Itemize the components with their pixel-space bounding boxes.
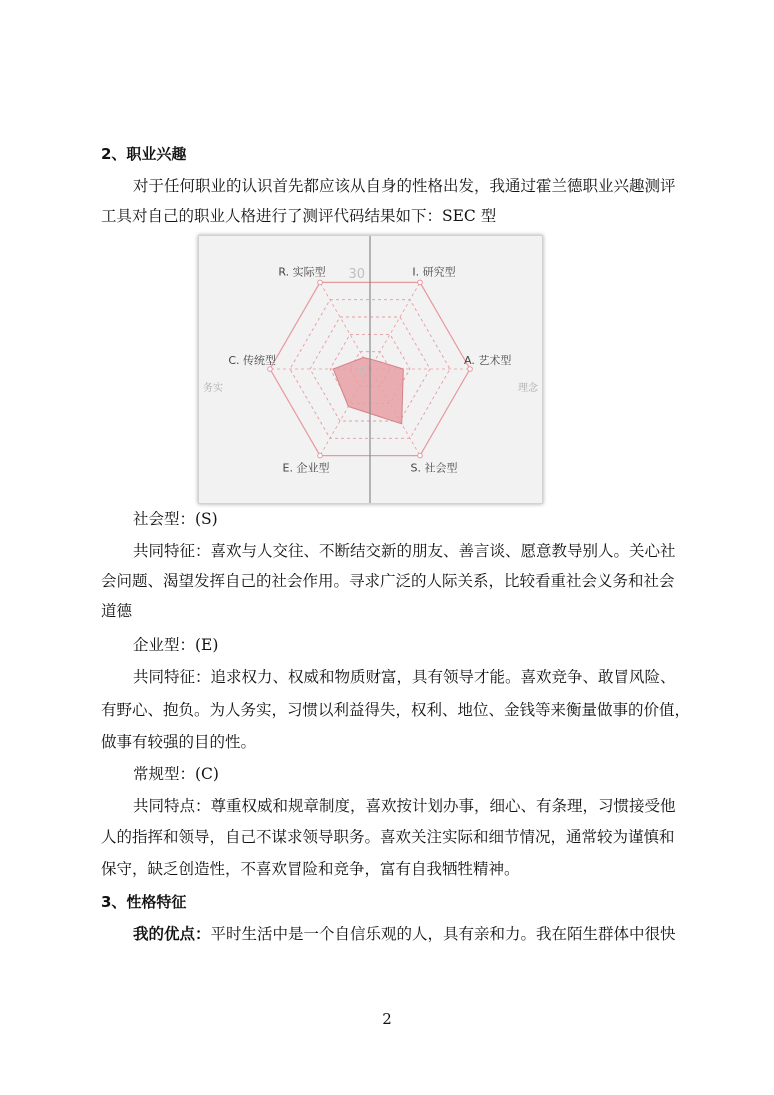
radar-vertex-dot-2 [418,280,423,285]
radar-vertex-dot-5 [318,453,323,458]
radar-axis-label-3: A. 艺术型 [464,354,512,367]
radar-center-label: 0 [358,364,367,379]
radar-axis-label-1: R. 实际型 [278,265,326,279]
strength-text: 平时生活中是一个自信乐观的人，具有亲和力。我在陌生群体中很快 [210,925,676,943]
radar-side-label-right: 理念 [518,383,538,394]
type-e-title: 企业型：(E) [133,636,219,654]
radar-axis-label-5: E. 企业型 [282,461,330,475]
type-e-line-2: 有野心、抱负。为人务实，习惯以利益得失，权利、地位、金钱等来衡量做事的价值， [101,701,691,719]
radar-vertex-dot-1 [318,280,323,285]
type-c-line-1: 共同特点：尊重权威和规章制度，喜欢按计划办事，细心、有条理，习惯接受他 [133,797,676,815]
radar-vertex-dot-4 [418,453,423,458]
intro-line-1: 对于任何职业的认识首先都应该从自身的性格出发，我通过霍兰德职业兴趣测评 [133,177,676,195]
type-e-line-3: 做事有较强的目的性。 [101,733,257,751]
type-c-line-3: 保守，缺乏创造性，不喜欢冒险和竞争，富有自我牺牲精神。 [101,860,520,878]
radar-axis-label-6: C. 传统型 [228,354,276,367]
radar-spoke-2 [370,282,420,369]
type-s-title: 社会型：(S) [133,510,218,528]
radar-axis-label-2: I. 研究型 [412,265,456,279]
radar-vertex-dot-3 [468,367,473,372]
type-c-line-2: 人的指挥和领导，自己不谋求领导职务。喜欢关注实际和细节情况，通常较为谨慎和 [101,828,675,846]
radar-data-area [333,358,403,424]
intro-line-2: 工具对自己的职业人格进行了测评代码结果如下：SEC 型 [101,207,497,225]
type-e-line-1: 共同特征：追求权力、权威和物质财富，具有领导才能。喜欢竞争、敢冒风险、 [133,668,676,686]
radar-spoke-1 [320,282,370,369]
strength-label: 我的优点： [133,924,211,943]
radar-scale-max-label: 30 [348,267,365,282]
radar-side-label-left: 务实 [203,383,223,394]
type-s-line-1: 共同特征：喜欢与人交往、不断结交新的朋友、善言谈、愿意教导别人。关心社 [133,542,676,560]
type-s-line-3: 道德 [101,602,133,620]
radar-axis-label-4: S. 社会型 [410,461,458,475]
radar-vertex-dot-6 [268,367,273,372]
section-3-heading: 3、性格特征 [101,893,187,911]
section-2-heading: 2、职业兴趣 [101,145,187,163]
holland-radar-chart [198,235,543,504]
type-s-line-2: 会问题、渴望发挥自己的社会作用。寻求广泛的人际关系，比较看重社会义务和社会 [101,572,675,590]
type-c-title: 常规型：(C) [133,765,219,783]
page-number: 2 [382,1010,392,1028]
strength-paragraph [133,923,718,945]
radar-svg [199,236,542,503]
